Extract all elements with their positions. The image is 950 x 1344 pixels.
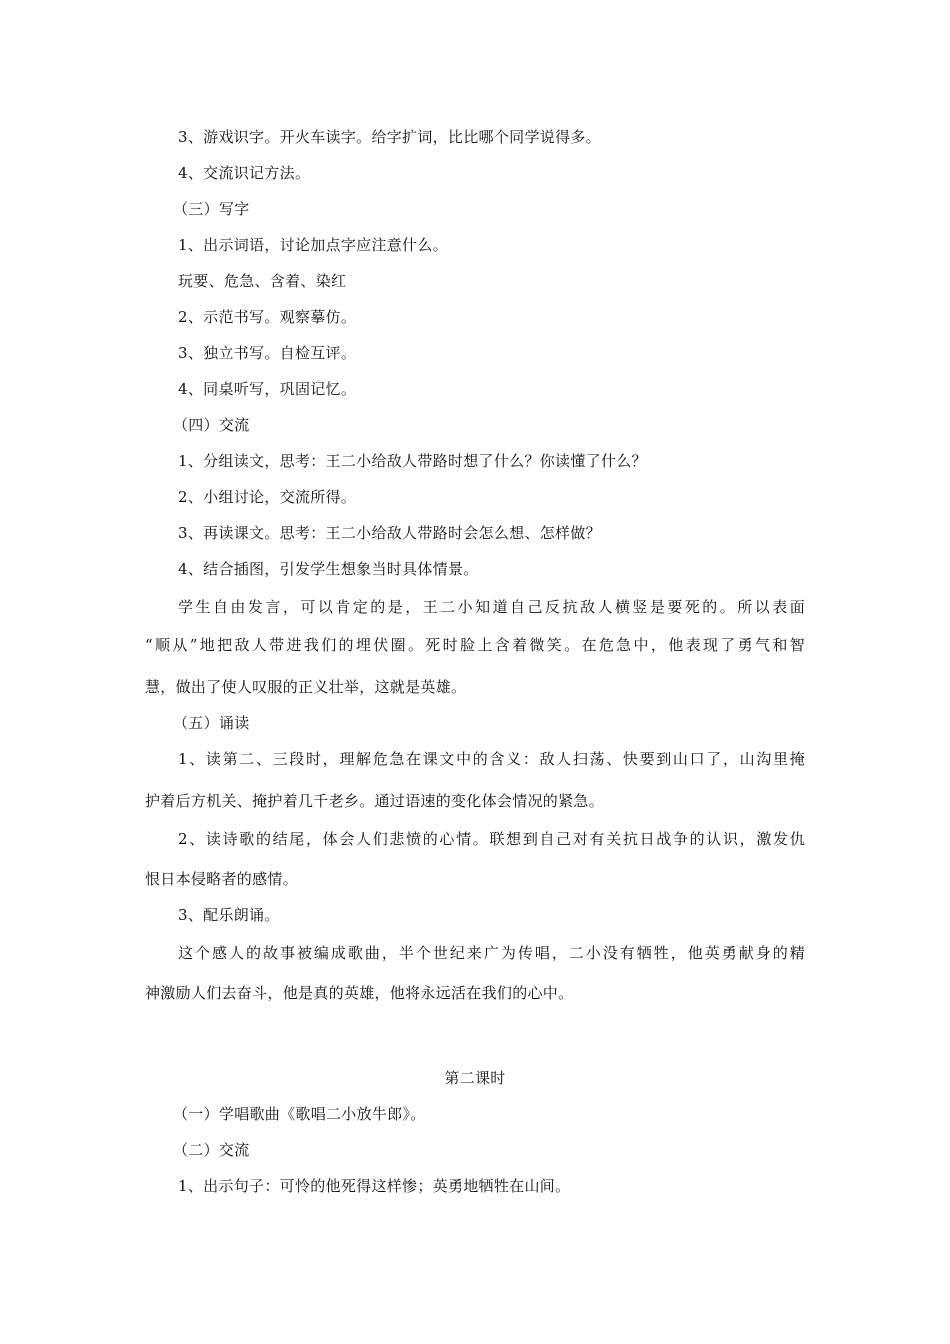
list-item-show-sentence: 1、出示句子：可怜的他死得这样惨；英勇地牺牲在山间。 [178, 1177, 571, 1195]
list-item-demo-writing: 2、示范书写。观察摹仿。 [178, 308, 357, 326]
paragraph-line: 这个感人的故事被编成歌曲，半个世纪来广为传唱，二小没有牺牲，他英勇献身的精 [178, 944, 805, 962]
paragraph-line: 慧，做出了使人叹服的正义壮举，这就是英雄。 [145, 678, 467, 696]
list-item-reread: 3、再读课文。思考：王二小给敌人带路时会怎么想、怎样做？ [178, 524, 601, 542]
paragraph-line: 1、读第二、三段时，理解危急在课文中的含义：敌人扫荡、快要到山口了，山沟里掩 [178, 750, 805, 768]
paragraph-line: 3、配乐朗诵。 [178, 906, 280, 924]
list-item-game-literacy: 3、游戏识字。开火车读字。给字扩词，比比哪个同学说得多。 [178, 128, 601, 146]
paragraph-line: 恨日本侵略者的感情。 [145, 870, 299, 888]
word-list: 玩要、危急、含着、染红 [178, 272, 347, 290]
section-heading-exchange: （四）交流 [173, 416, 250, 434]
list-item-group-discussion: 2、小组讨论，交流所得。 [178, 488, 357, 506]
list-item-show-words: 1、出示词语，讨论加点字应注意什么。 [178, 236, 448, 254]
paragraph-line: 神激励人们去奋斗，他是真的英雄，他将永远活在我们的心中。 [145, 984, 574, 1002]
list-item-group-reading: 1、分组读文，思考：王二小给敌人带路时想了什么？你读懂了什么？ [178, 452, 647, 470]
list-item-illustration: 4、结合插图，引发学生想象当时具体情景。 [178, 560, 479, 578]
paragraph-line: 护着后方机关、掩护着几千老乡。通过语速的变化体会情况的紧急。 [145, 792, 605, 810]
list-item-independent-writing: 3、独立书写。自检互评。 [178, 344, 357, 362]
section-heading-exchange-2: （二）交流 [173, 1141, 250, 1159]
paragraph-line: 2、读诗歌的结尾，体会人们悲愤的心情。联想到自己对有关抗日战争的认识，激发仇 [178, 830, 805, 848]
paragraph-line: 学生自由发言，可以肯定的是，王二小知道自己反抗敌人横竖是要死的。所以表面 [178, 598, 805, 616]
section-heading-recitation: （五）诵读 [173, 714, 250, 732]
section-heading-sing: （一）学唱歌曲《歌唱二小放牛郎》。 [173, 1105, 426, 1123]
lesson-heading: 第二课时 [444, 1069, 506, 1087]
section-heading-writing: （三）写字 [173, 200, 250, 218]
list-item-memory-methods: 4、交流识记方法。 [178, 164, 311, 182]
list-item-dictation: 4、同桌听写，巩固记忆。 [178, 380, 357, 398]
paragraph-line: “顺从”地把敌人带进我们的埋伏圈。死时脸上含着微笑。在危急中，他表现了勇气和智 [145, 636, 805, 654]
